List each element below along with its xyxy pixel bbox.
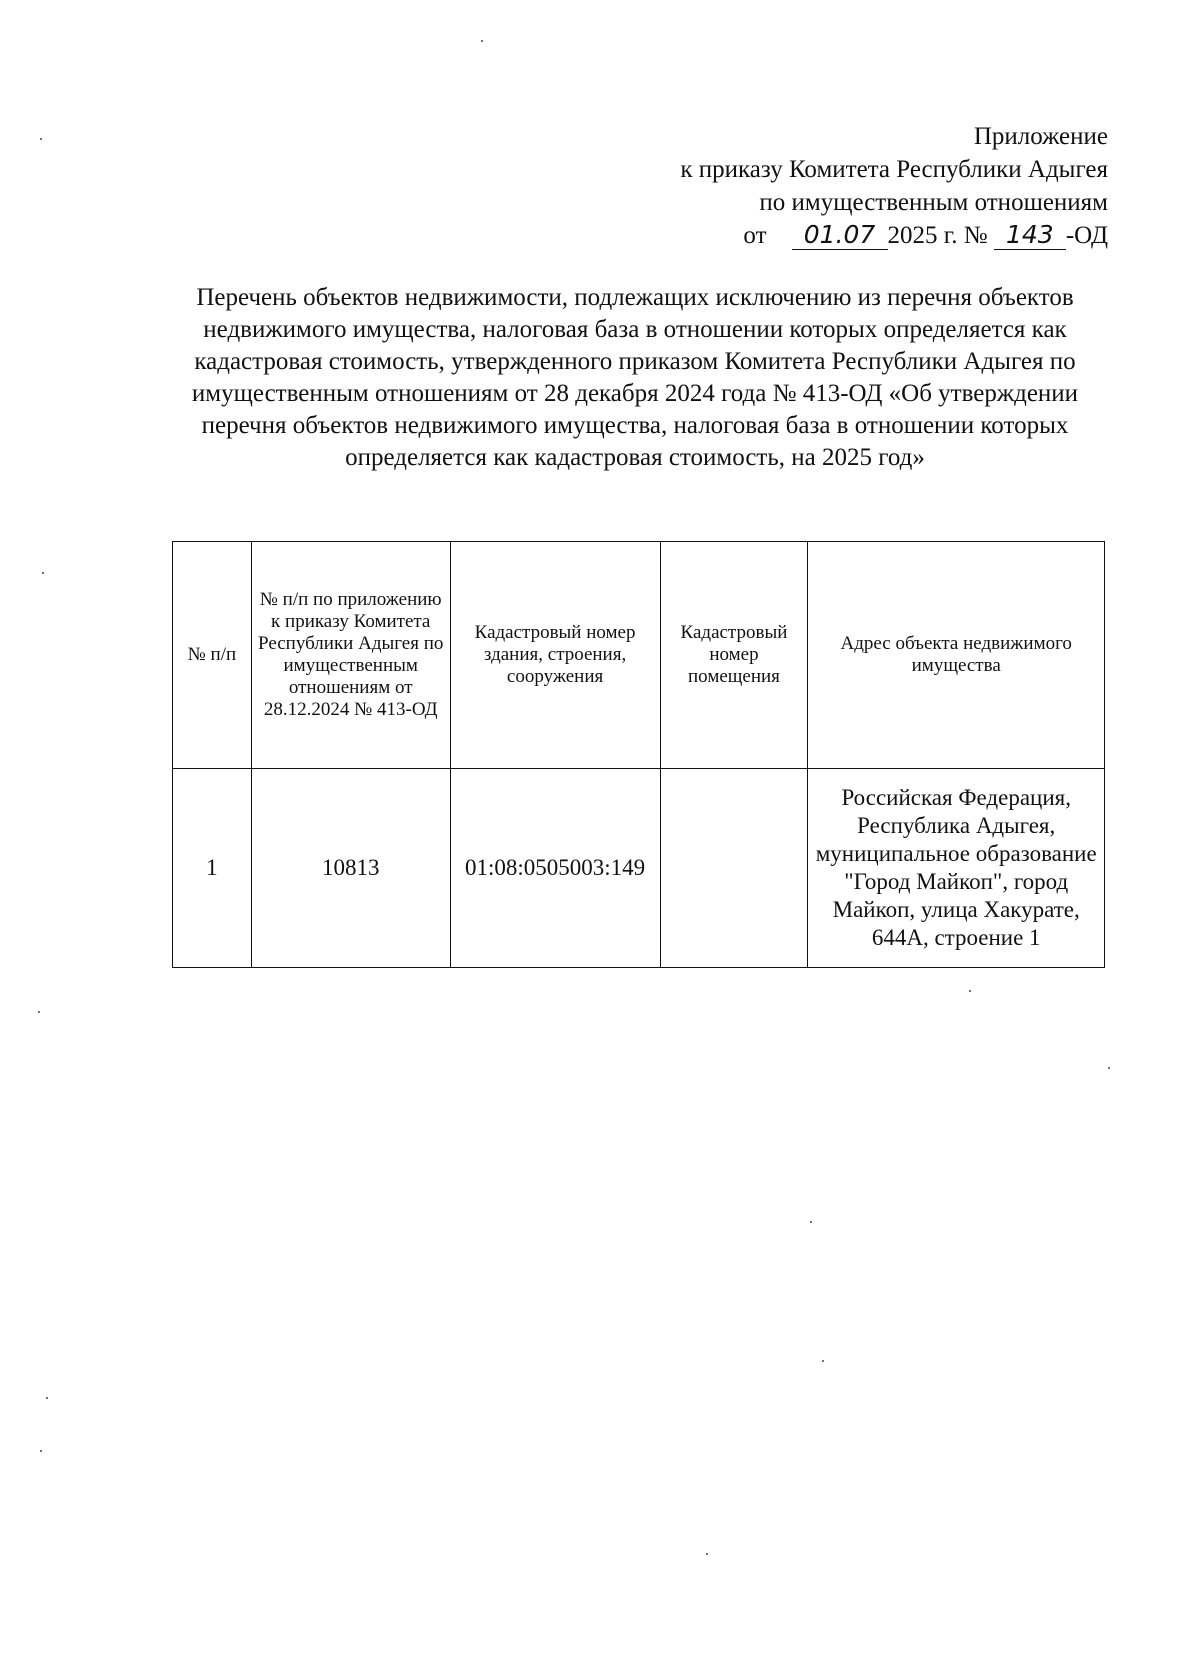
col-header-room-cadastral: Кадастровый номер помещения <box>660 542 808 769</box>
handwritten-date: 01.07 <box>792 221 888 250</box>
scan-speck <box>706 1553 708 1555</box>
scan-speck <box>481 40 483 42</box>
col-header-address: Адрес объекта недвижимого имущества <box>808 542 1105 769</box>
scan-speck <box>822 1360 824 1362</box>
col-header-appendix-num: № п/п по приложению к приказу Комитета Республики Адыгея по имущественным отношениям от 28.12.2024 № 413-ОД <box>251 542 450 769</box>
year-label: 2025 г. № <box>887 222 988 249</box>
appendix-order-ref: к приказу Комитета Республики Адыгея <box>680 156 1108 183</box>
cell-address: Российская Федерация, Республика Адыгея, муниципальное образование "Город Майкоп", город Майкоп, улица Хакурате, 644А, строение 1 <box>808 769 1105 968</box>
objects-table <box>172 541 1105 968</box>
appendix-date-line <box>680 219 1108 252</box>
cell-building-cadastral: 01:08:0505003:149 <box>450 769 660 968</box>
scan-speck <box>42 572 44 574</box>
appendix-header <box>680 120 1108 252</box>
scan-speck <box>1108 1067 1110 1069</box>
scan-speck <box>38 1011 40 1013</box>
scan-speck <box>810 1221 812 1223</box>
cell-appendix-num: 10813 <box>251 769 450 968</box>
table-row <box>173 769 1105 968</box>
handwritten-order-number: 143 <box>994 221 1066 250</box>
col-header-building-cadastral: Кадастровый номер здания, строения, сооружения <box>450 542 660 769</box>
order-suffix: -ОД <box>1065 222 1108 249</box>
scan-speck <box>969 990 971 992</box>
scan-speck <box>40 1450 42 1452</box>
appendix-committee-ref: по имущественным отношениям <box>759 189 1108 216</box>
appendix-label: Приложение <box>973 123 1108 150</box>
col-header-num: № п/п <box>173 542 252 769</box>
from-label: от <box>743 222 767 249</box>
cell-room-cadastral <box>660 769 808 968</box>
scan-speck <box>40 138 42 140</box>
scan-speck <box>46 1397 48 1399</box>
cell-num: 1 <box>173 769 252 968</box>
document-title: Перечень объектов недвижимости, подлежащих исключению из перечня объектов недвижимого имущества, налоговая база в отношении которых определяется как кадастровая стоимость, утвержденного приказом Комитета Республики Адыгея по имущественным отношениям от 28 декабря 2024 года № 413-ОД «Об утверждении перечня объектов недвижимого имущества, налоговая база в отношении которых определяется как кадастровая стоимость, на 2025 год» <box>191 284 1079 471</box>
table-header-row <box>173 542 1105 769</box>
